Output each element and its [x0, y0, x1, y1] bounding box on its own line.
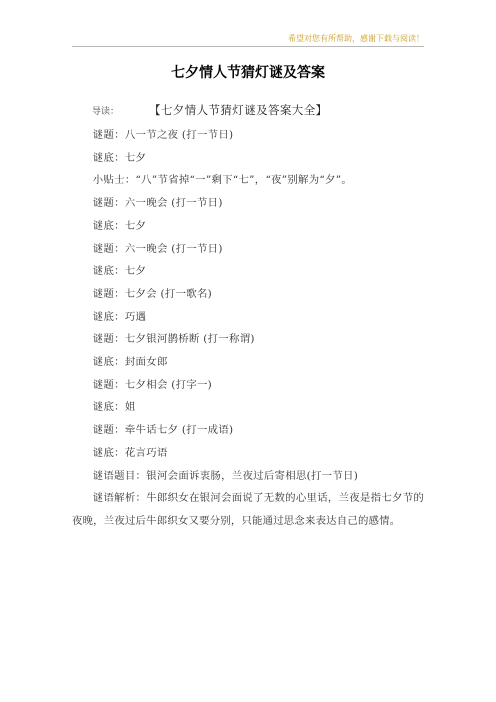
answer-line: 谜底：巧遇: [92, 310, 147, 323]
intro-text: 【七夕情人节猜灯谜及答案大全】: [149, 103, 328, 117]
answer-line: 谜底：七夕: [92, 265, 147, 278]
explanation-paragraph: 谜语解析：牛郎织女在银河会面说了无数的心里话，兰夜是指七夕节的夜晚，兰夜过后牛郎织女又要分别，只能通过思念来表达自己的感情。: [72, 492, 424, 527]
riddle-line: 谜题：牵牛话七夕 (打一成语): [92, 424, 234, 437]
riddle-line: 谜题：七夕银河鹊桥断 (打一称谓): [92, 333, 255, 346]
document-body: [72, 100, 424, 532]
riddle-line: 谜题：七夕会 (打一歌名): [92, 287, 213, 300]
page-title: 七夕情人节猜灯谜及答案: [171, 65, 325, 81]
riddle-line: 谜题：八一节之夜 (打一节日): [92, 129, 234, 141]
intro-label: 导读：: [92, 107, 120, 117]
riddle-line: 谜题：六一晚会 (打一节日): [92, 242, 223, 255]
page-header: [72, 34, 424, 46]
riddle-line: 谜题：七夕相会 (打字一): [92, 378, 213, 391]
answer-line: 谜底：姐: [92, 401, 136, 414]
intro-line: [72, 100, 424, 124]
answer-line: 谜底：花言巧语: [92, 446, 168, 459]
answer-line: 谜底：封面女郎: [92, 356, 168, 369]
answer-line: 谜底：七夕: [92, 151, 147, 164]
riddle-line: 谜题：六一晚会 (打一节日): [92, 197, 223, 210]
tip-line: 小贴士：“八”节省掉“一”剩下“七”，“夜”别解为“夕”。: [92, 174, 353, 187]
header-divider: [72, 46, 424, 47]
riddle-line: 谜语题目：银河会面诉衷肠，兰夜过后寄相思(打一节日): [92, 469, 359, 482]
header-note: 希望对您有所帮助，感谢下载与阅读！: [288, 34, 424, 43]
answer-line: 谜底：七夕: [92, 219, 147, 232]
